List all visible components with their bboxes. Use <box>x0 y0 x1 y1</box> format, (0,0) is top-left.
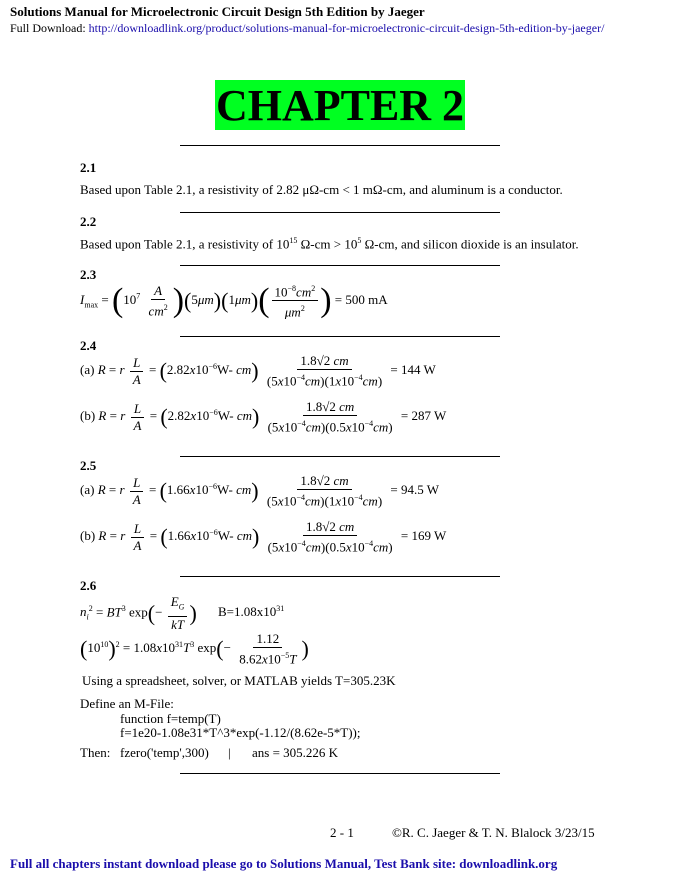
chapter-title: CHAPTER 2 <box>215 81 465 130</box>
result: = 287 W <box>400 408 447 424</box>
separator: | <box>228 745 231 760</box>
problem-number: 2.4 <box>80 338 97 353</box>
answer: ans = 305.226 K <box>252 745 339 760</box>
download-label: Full Download: <box>10 21 89 35</box>
result: = 144 W <box>390 362 436 378</box>
page-number: 2 - 1 <box>330 825 354 840</box>
problem-number: 2.5 <box>80 458 97 473</box>
problem-number: 2.6 <box>80 578 97 593</box>
mfile-heading: Define an M-File: <box>80 696 174 711</box>
divider <box>180 456 500 457</box>
problem-text: Based upon Table 2.1, a resistivity of $10^{15}$ $\Omega-cm > 10^5$ Ω-cm, and silicon dioxide is an insulator. <box>80 236 579 252</box>
equation-2-4a: (a) R = r $\frac{L}{A}$ = ($2.82x10^{-6}W-$ cm) $\frac{1.8√2 cm}{(5x10^{-4}cm)(1x10^{-4}cm)}$ = 144 W <box>80 353 436 389</box>
problem-number: 2.1 <box>80 160 97 175</box>
divider <box>180 145 500 146</box>
download-link[interactable]: http://downloadlink.org/product/solutions-manual-for-microelectronic-circuit-design-5th-edition-by-jaeger/ <box>88 21 605 35</box>
code-line: f=1e20-1.08e31*T^3*exp(-1.12/(8.62e-5*T)); <box>120 725 361 740</box>
problem-number: 2.2 <box>80 214 97 229</box>
spreadsheet-note: Using a spreadsheet, solver, or MATLAB yields T=305.23K <box>82 673 396 688</box>
problem-text: Based upon Table 2.1, a resistivity of 2.82 μΩ-cm < 1 mΩ-cm, and aluminum is a conductor. <box>80 182 563 197</box>
code-line: function f=temp(T) <box>120 711 221 726</box>
equation-2-4b: (b) R = r $\frac{L}{A}$ = ($2.82x10^{-6}W-$ cm) $\frac{1.8√2 cm}{(5x10^{-4}cm)(0.5x10^{-4}cm)}$ = 287 W <box>80 399 447 435</box>
footer-download-link[interactable]: Full all chapters instant download please go to Solutions Manual, Test Bank site: downloadlink.org <box>10 856 558 871</box>
divider <box>180 773 500 774</box>
equation-2-5a: (a) R = r $\frac{L}{A}$ = ($1.66x10^{-6}W-$ cm) $\frac{1.8√2 cm}{(5x10^{-4}cm)(1x10^{-4}cm)}$ = 94.5 W <box>80 473 440 509</box>
document-title: Solutions Manual for Microelectronic Circuit Design 5th Edition by Jaeger <box>10 4 425 19</box>
then-label: Then: <box>80 745 111 760</box>
result: = 500 mA <box>334 291 388 307</box>
divider <box>180 336 500 337</box>
equation-ni: $n_i^2 = BT^3$ exp(− $\frac{E_G}{kT}$ ) $B=1.08x10^{31}$ <box>80 594 285 632</box>
result: = 169 W <box>400 528 447 544</box>
divider <box>180 576 500 577</box>
equation-temperature: $(10^{10})^2 = 1.08x10^{31}T^3$ exp(− $\frac{1.12}{8.62x10^{-5}T}$ ) <box>80 631 309 667</box>
fzero-call: fzero('temp',300) <box>120 745 209 760</box>
divider <box>180 212 500 213</box>
problem-number: 2.3 <box>80 267 97 282</box>
copyright: ©R. C. Jaeger & T. N. Blalock 3/23/15 <box>392 825 595 840</box>
download-line <box>10 21 604 36</box>
result: = 94.5 W <box>390 482 440 498</box>
equation-imax: $I_{max} = (10^7$ $\frac{A}{cm^2}$ )(5μm)(1μm)( $\frac{10^{-8}cm^2}{\mu m^2}$ ) = 500 mA <box>80 281 388 320</box>
equation-2-5b: (b) R = r $\frac{L}{A}$ = ($1.66x10^{-6}W-$ cm) $\frac{1.8√2 cm}{(5x10^{-4}cm)(0.5x10^{-4}cm)}$ = 169 W <box>80 519 447 555</box>
divider <box>180 265 500 266</box>
